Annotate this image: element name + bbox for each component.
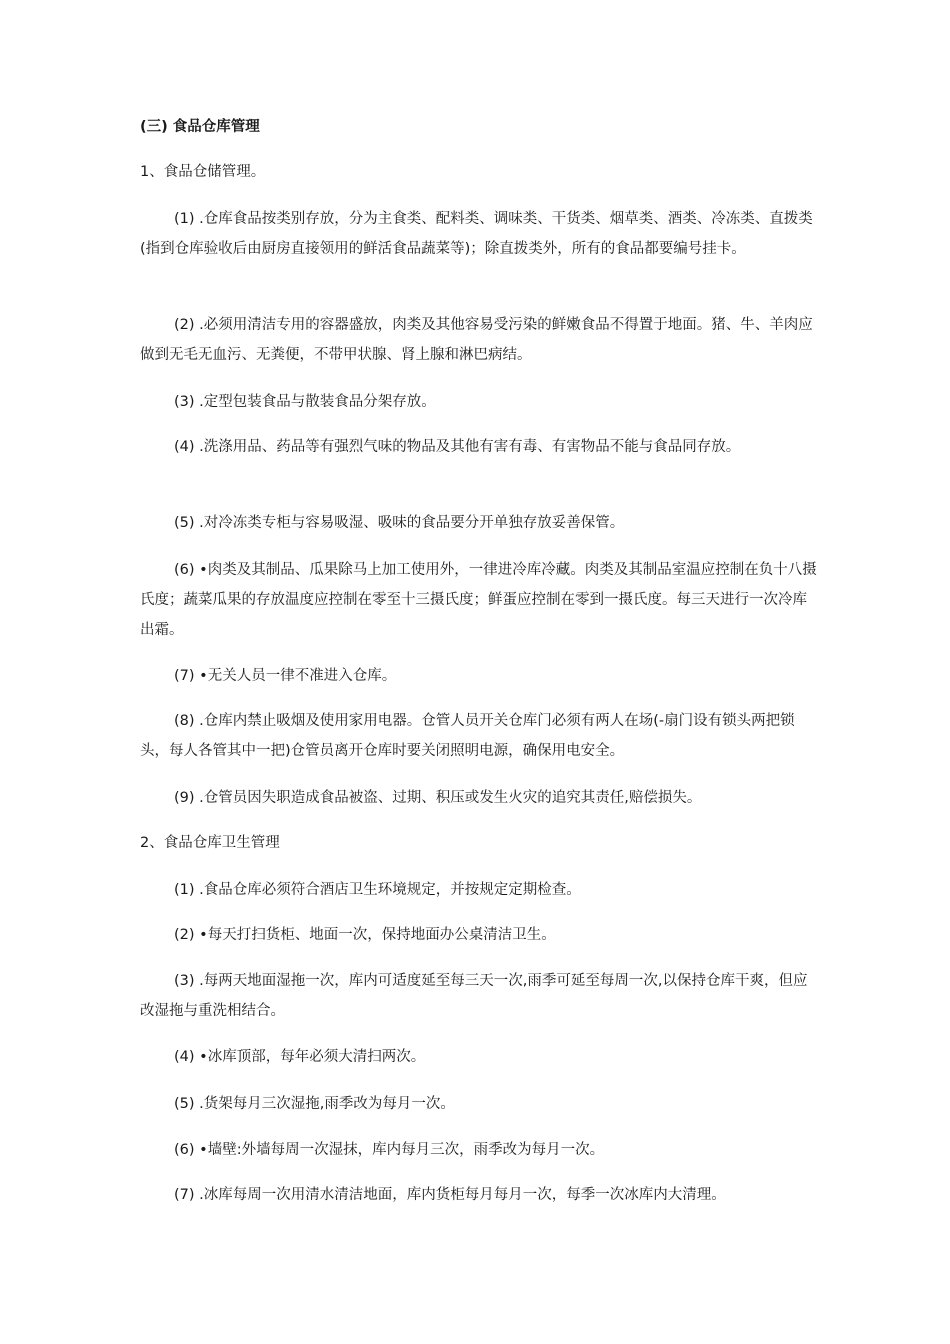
part1-item-1: (1) .仓库食品按类别存放，分为主食类、配料类、调味类、干货类、烟草类、酒类、冷冻类、直拨类(指到仓库验收后由厨房直接领用的鲜活食品蔬菜等)；除直拨类外，所有的食品都要编号挂卡。 xyxy=(140,211,813,257)
section-title: (三) 食品仓库管理 xyxy=(140,119,260,135)
part1-item-2: (2) .必须用清洁专用的容器盛放，肉类及其他容易受污染的鲜嫩食品不得置于地面。猪、牛、羊肉应做到无毛无血污、无粪便，不带甲状腺、肾上腺和淋巴病结。 xyxy=(140,317,813,363)
part2-item-3: (3) .每两天地面湿拖一次，库内可适度延至每三天一次,雨季可延至每周一次,以保持仓库干爽，但应改湿拖与重洗相结合。 xyxy=(140,973,808,1019)
part1-item-8: (8) .仓库内禁止吸烟及使用家用电器。仓管人员开关仓库门必须有两人在场(-扇门设有锁头两把锁头，每人各管其中一把)仓管员离开仓库时要关闭照明电源，确保用电安全。 xyxy=(140,713,795,759)
part1-item-9: (9) .仓管员因失职造成食品被盗、过期、积压或发生火灾的追究其责任,赔偿损失。 xyxy=(174,790,702,806)
part2-item-1: (1) .食品仓库必须符合酒店卫生环境规定，并按规定定期检查。 xyxy=(174,882,581,898)
part2-item-4: (4) •冰库顶部，每年必须大清扫两次。 xyxy=(174,1049,426,1065)
part1-item-3: (3) .定型包装食品与散装食品分架存放。 xyxy=(174,394,436,410)
part2-item-2: (2) •每天打扫货柜、地面一次，保持地面办公桌清洁卫生。 xyxy=(174,927,556,943)
part1-item-7: (7) •无关人员一律不准进入仓库。 xyxy=(174,668,397,684)
part2-item-7: (7) .冰库每周一次用清水清洁地面，库内货柜每月每月一次，每季一次冰库内大清理。 xyxy=(174,1187,726,1203)
part2-item-6: (6) •墙壁:外墙每周一次湿抹，库内每月三次，雨季改为每月一次。 xyxy=(174,1142,605,1158)
part1-item-5: (5) .对冷冻类专柜与容易吸湿、吸味的食品要分开单独存放妥善保管。 xyxy=(174,515,625,531)
part2-heading: 2、食品仓库卫生管理 xyxy=(140,835,280,851)
part1-item-6: (6) •肉类及其制品、瓜果除马上加工使用外，一律进冷库冷藏。肉类及其制品室温应控制在负十八摄氏度；蔬菜瓜果的存放温度应控制在零至十三摄氏度；鲜蛋应控制在零到一摄氏度。每三天进行一次冷库出霜。 xyxy=(140,562,817,638)
part1-heading: 1、食品仓储管理。 xyxy=(140,164,266,180)
part2-item-5: (5) .货架每月三次湿拖,雨季改为每月一次。 xyxy=(174,1096,455,1112)
part1-item-4: (4) .洗涤用品、药品等有强烈气味的物品及其他有害有毒、有害物品不能与食品同存放。 xyxy=(174,439,741,455)
